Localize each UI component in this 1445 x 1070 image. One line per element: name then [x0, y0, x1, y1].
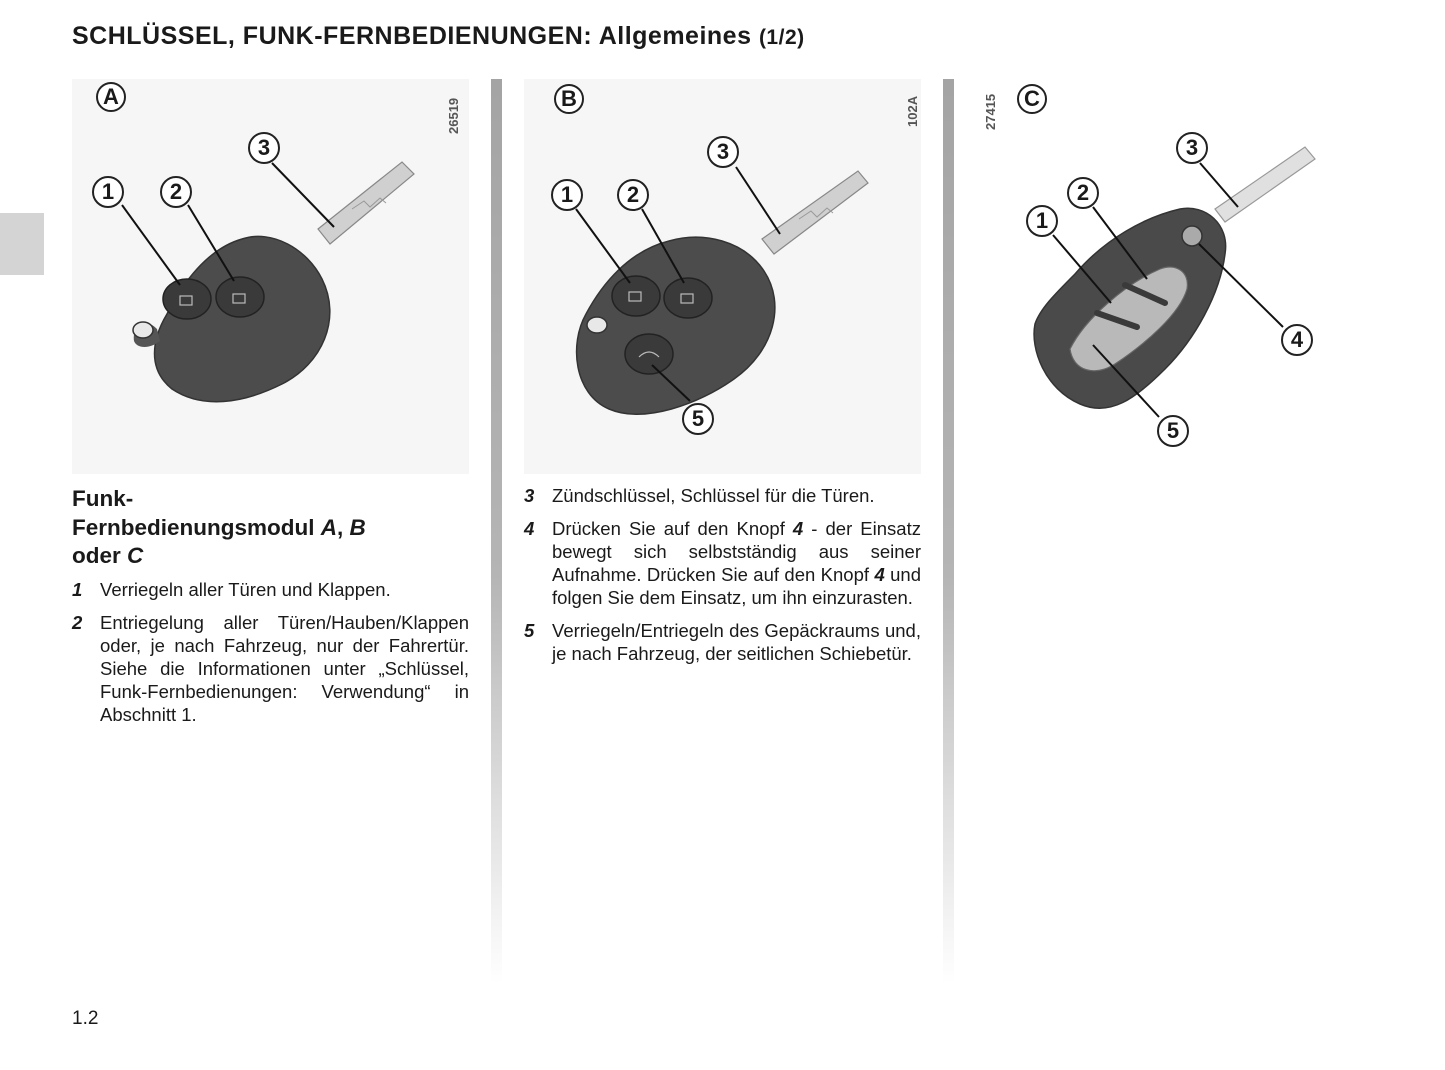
item-number: 4	[524, 518, 535, 539]
item-text: Entriegelung aller Türen/Hauben/Klappen oder, je nach Fahrzeug, nur der Fahrertür. Siehe die Informationen unter „Schlüssel, Funk-Fernbedienungen: Verwendung“ in Abschnitt 1.	[100, 612, 469, 725]
page-number: 1.2	[72, 1008, 99, 1029]
section-heading	[72, 485, 432, 571]
heading-line-1: Funk-	[72, 486, 134, 511]
callout-2: 2	[1067, 177, 1099, 209]
callout-1: 1	[92, 176, 124, 208]
list-item	[524, 517, 921, 609]
figure-a	[72, 79, 469, 474]
callout-2: 2	[160, 176, 192, 208]
section-tab	[0, 213, 44, 275]
figure-c	[975, 79, 1372, 474]
heading-ref-b: B	[349, 514, 366, 540]
list-item	[72, 578, 469, 601]
item-number: 5	[524, 620, 535, 641]
heading-ref-a: A	[320, 514, 338, 540]
left-item-list	[72, 578, 469, 736]
callout-2: 2	[617, 179, 649, 211]
list-item	[524, 484, 921, 507]
heading-ref-c: C	[127, 543, 144, 568]
middle-item-list	[524, 484, 921, 675]
list-item	[72, 611, 469, 726]
figure-code: 27415	[983, 93, 998, 130]
button-ref: 4	[874, 564, 885, 585]
callout-1: 1	[551, 179, 583, 211]
heading-line-2: Fernbedienungsmodul	[72, 514, 321, 540]
heading-comma: ,	[337, 514, 350, 540]
figure-code: 26519	[446, 97, 461, 134]
callout-3: 3	[707, 136, 739, 168]
item-text: Verriegeln/Entriegeln des Gepäckraums und, je nach Fahrzeug, der seitlichen Schiebetür.	[552, 620, 921, 664]
column-divider-right	[943, 79, 954, 984]
item-text: und folgen Sie dem Einsatz, um ihn einzurasten.	[552, 564, 921, 608]
figure-letter: C	[1017, 84, 1047, 114]
callout-1: 1	[1026, 205, 1058, 237]
callout-5: 5	[1157, 415, 1189, 447]
item-text: Drücken Sie auf den Knopf	[552, 518, 793, 539]
heading-line-3: oder	[72, 543, 128, 568]
title-part: (1/2)	[758, 26, 805, 49]
item-text: Zündschlüssel, Schlüssel für die Türen.	[552, 485, 875, 506]
figure-letter: A	[96, 82, 126, 112]
page-title	[72, 22, 805, 51]
title-main: SCHLÜSSEL, FUNK-FERNBEDIENUNGEN: Allgemeines	[72, 22, 752, 50]
callout-3: 3	[248, 132, 280, 164]
figure-code: 102A	[905, 95, 920, 127]
callout-3: 3	[1176, 132, 1208, 164]
button-ref: 4	[792, 518, 804, 539]
column-divider-left	[491, 79, 502, 984]
item-number: 1	[72, 579, 83, 600]
callout-5: 5	[682, 403, 714, 435]
callout-4: 4	[1281, 324, 1313, 356]
item-number: 2	[72, 612, 83, 633]
item-text: Verriegeln aller Türen und Klappen.	[100, 579, 391, 600]
item-text: - der Einsatz bewegt sich selbstständig aus seiner Aufnahme. Drücken Sie auf den Knopf	[552, 518, 921, 585]
list-item	[524, 619, 921, 665]
figure-b	[524, 79, 921, 474]
item-number: 3	[524, 485, 535, 506]
figure-letter: B	[554, 84, 584, 114]
